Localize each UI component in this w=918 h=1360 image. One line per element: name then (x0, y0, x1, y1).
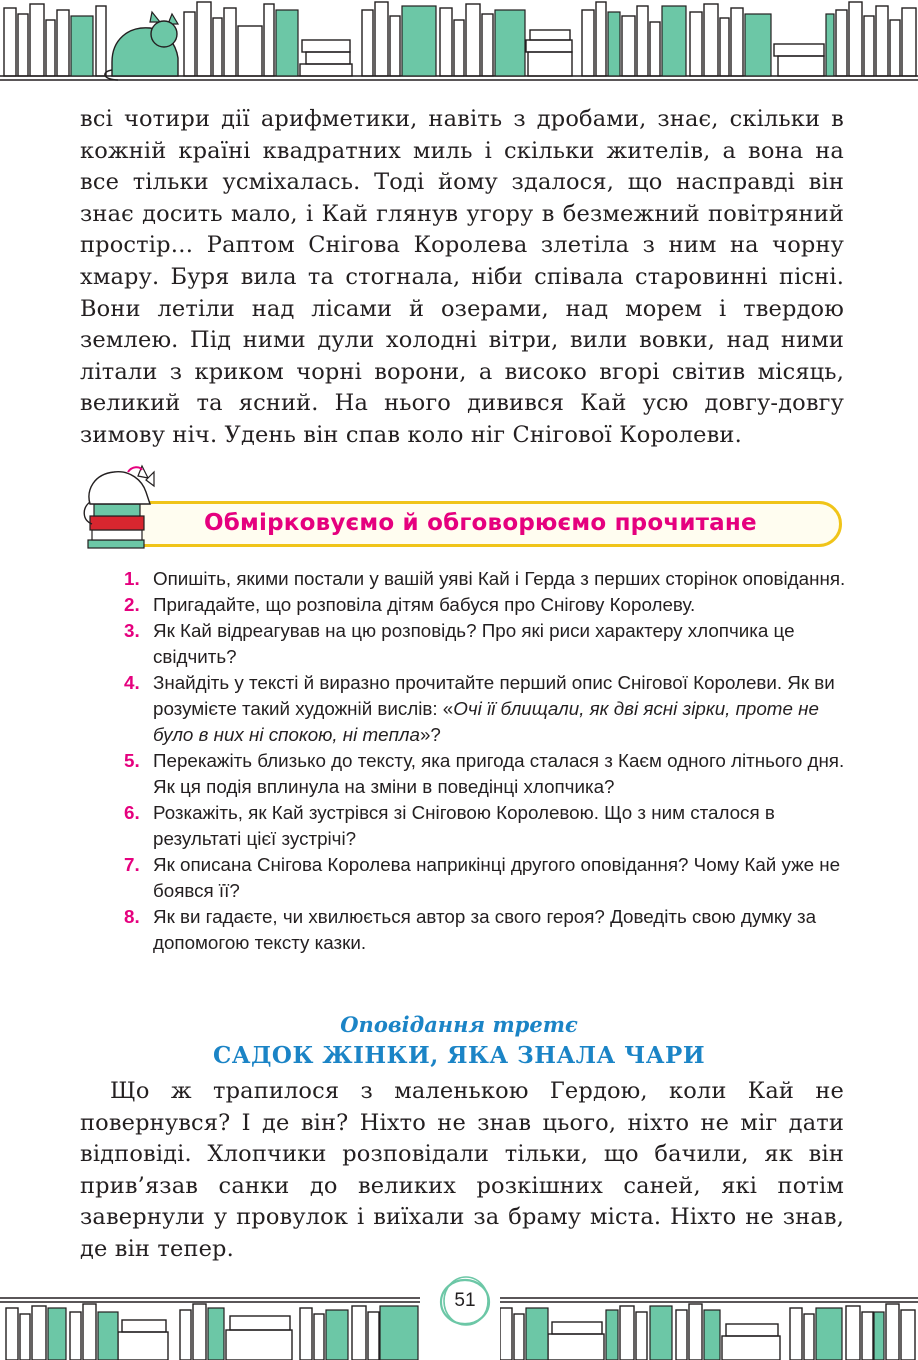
question-number: 7. (124, 854, 140, 875)
cat-on-books-icon (80, 462, 160, 550)
page-number-text: 51 (454, 1290, 476, 1311)
story-paragraph-bottom (80, 1076, 844, 1266)
bookshelf-border-icon (0, 0, 918, 84)
page-number (438, 1274, 492, 1328)
paragraph-text: всі чотири дії арифметики, навіть з дробами, знає, скільки в кожній країні квадратних миль і скільки жителів, а вона на все тільки усміхалась. Тоді йому здалося, що насправді він знає досить мало, і Кай глянув угору в безмежний повітряний простір… Раптом Снігова Королева злетіла з ним на чорну хмару. Буря вила та стогнала, ніби співала старовинні пісні. Вони летіли над лісами й озерами, над морем і твердою землею. Під ними дули холодні вітри, вили вовки, над ними літали з криком чорні ворони, а високо вгорі світив місяць, великий та ясний. На нього дивився Кай усю довгу-довгу зимову ніч. Удень він спав коло ніг Снігової Королеви. (80, 106, 844, 448)
question-text: Розкажіть, як Кай зустрівся зі Сніговою Королевою. Що з ним сталося в результаті цієї зустрічі? (153, 802, 775, 849)
question-text-part: »? (419, 724, 441, 745)
question-text: Як ви гадаєте, чи хвилюється автор за свого героя? Доведіть свою думку за допомогою тексту казки. (153, 906, 817, 953)
chapter-title: САДОК ЖІНКИ, ЯКА ЗНАЛА ЧАРИ (212, 1042, 706, 1069)
chapter-subtitle: Оповідання третє (340, 1012, 578, 1037)
question-number: 3. (124, 620, 140, 641)
question-number: 5. (124, 750, 140, 771)
list-item (124, 800, 848, 852)
quoted-phrase: Очі її блищали, як дві ясні зірки, проте не було в них ні спокою, ні тепла (153, 698, 819, 745)
questions-list (124, 566, 848, 956)
list-item (124, 748, 848, 800)
list-item (124, 566, 848, 592)
question-text: Перекажіть близько до тексту, яка пригода сталася з Каєм одного літнього дня. Як ця подія вплинула на зміни в поведінці хлопчика? (153, 750, 845, 797)
list-item (124, 904, 848, 956)
question-text: Пригадайте, що розповіла дітям бабуся про Снігову Королеву. (153, 594, 696, 615)
section-title: Обмірковуємо й обговорюємо прочитане (204, 510, 757, 536)
question-number: 1. (124, 568, 140, 589)
question-text: Опишіть, якими постали у вашій уяві Кай і Герда з перших сторінок оповідання. (153, 568, 846, 589)
question-text (153, 672, 835, 745)
list-item (124, 592, 848, 618)
list-item (124, 670, 848, 748)
top-bookshelf-border (0, 0, 918, 84)
question-number: 4. (124, 672, 140, 693)
list-item (124, 852, 848, 904)
paragraph-text: Що ж трапилося з маленькою Гердою, коли Кай не повернувся? І де він? Ніхто не знав цього, ніхто не міг дати відповіді. Хлопчики розповідали тільки, що бачили, як він прив’язав санки до великих розкішних саней, які потім завернули у провулок і виїхали за браму міста. Ніхто не знав, де він тепер. (80, 1078, 844, 1262)
story-paragraph-top (80, 104, 844, 452)
cat-icon (105, 12, 178, 80)
question-number: 6. (124, 802, 140, 823)
question-number: 2. (124, 594, 140, 615)
question-text: Як Кай відреагував на цю розповідь? Про які риси характеру хлопчика це свідчить? (153, 620, 795, 667)
question-text-part: Знайдіть у тексті й виразно прочитайте перший опис Снігової Королеви. Як ви розумієте такий художній вислів: « (153, 672, 835, 719)
question-text: Як описана Снігова Королева наприкінці другого оповідання? Чому Кай уже не боявся її? (153, 854, 841, 901)
question-number: 8. (124, 906, 140, 927)
list-item (124, 618, 848, 670)
